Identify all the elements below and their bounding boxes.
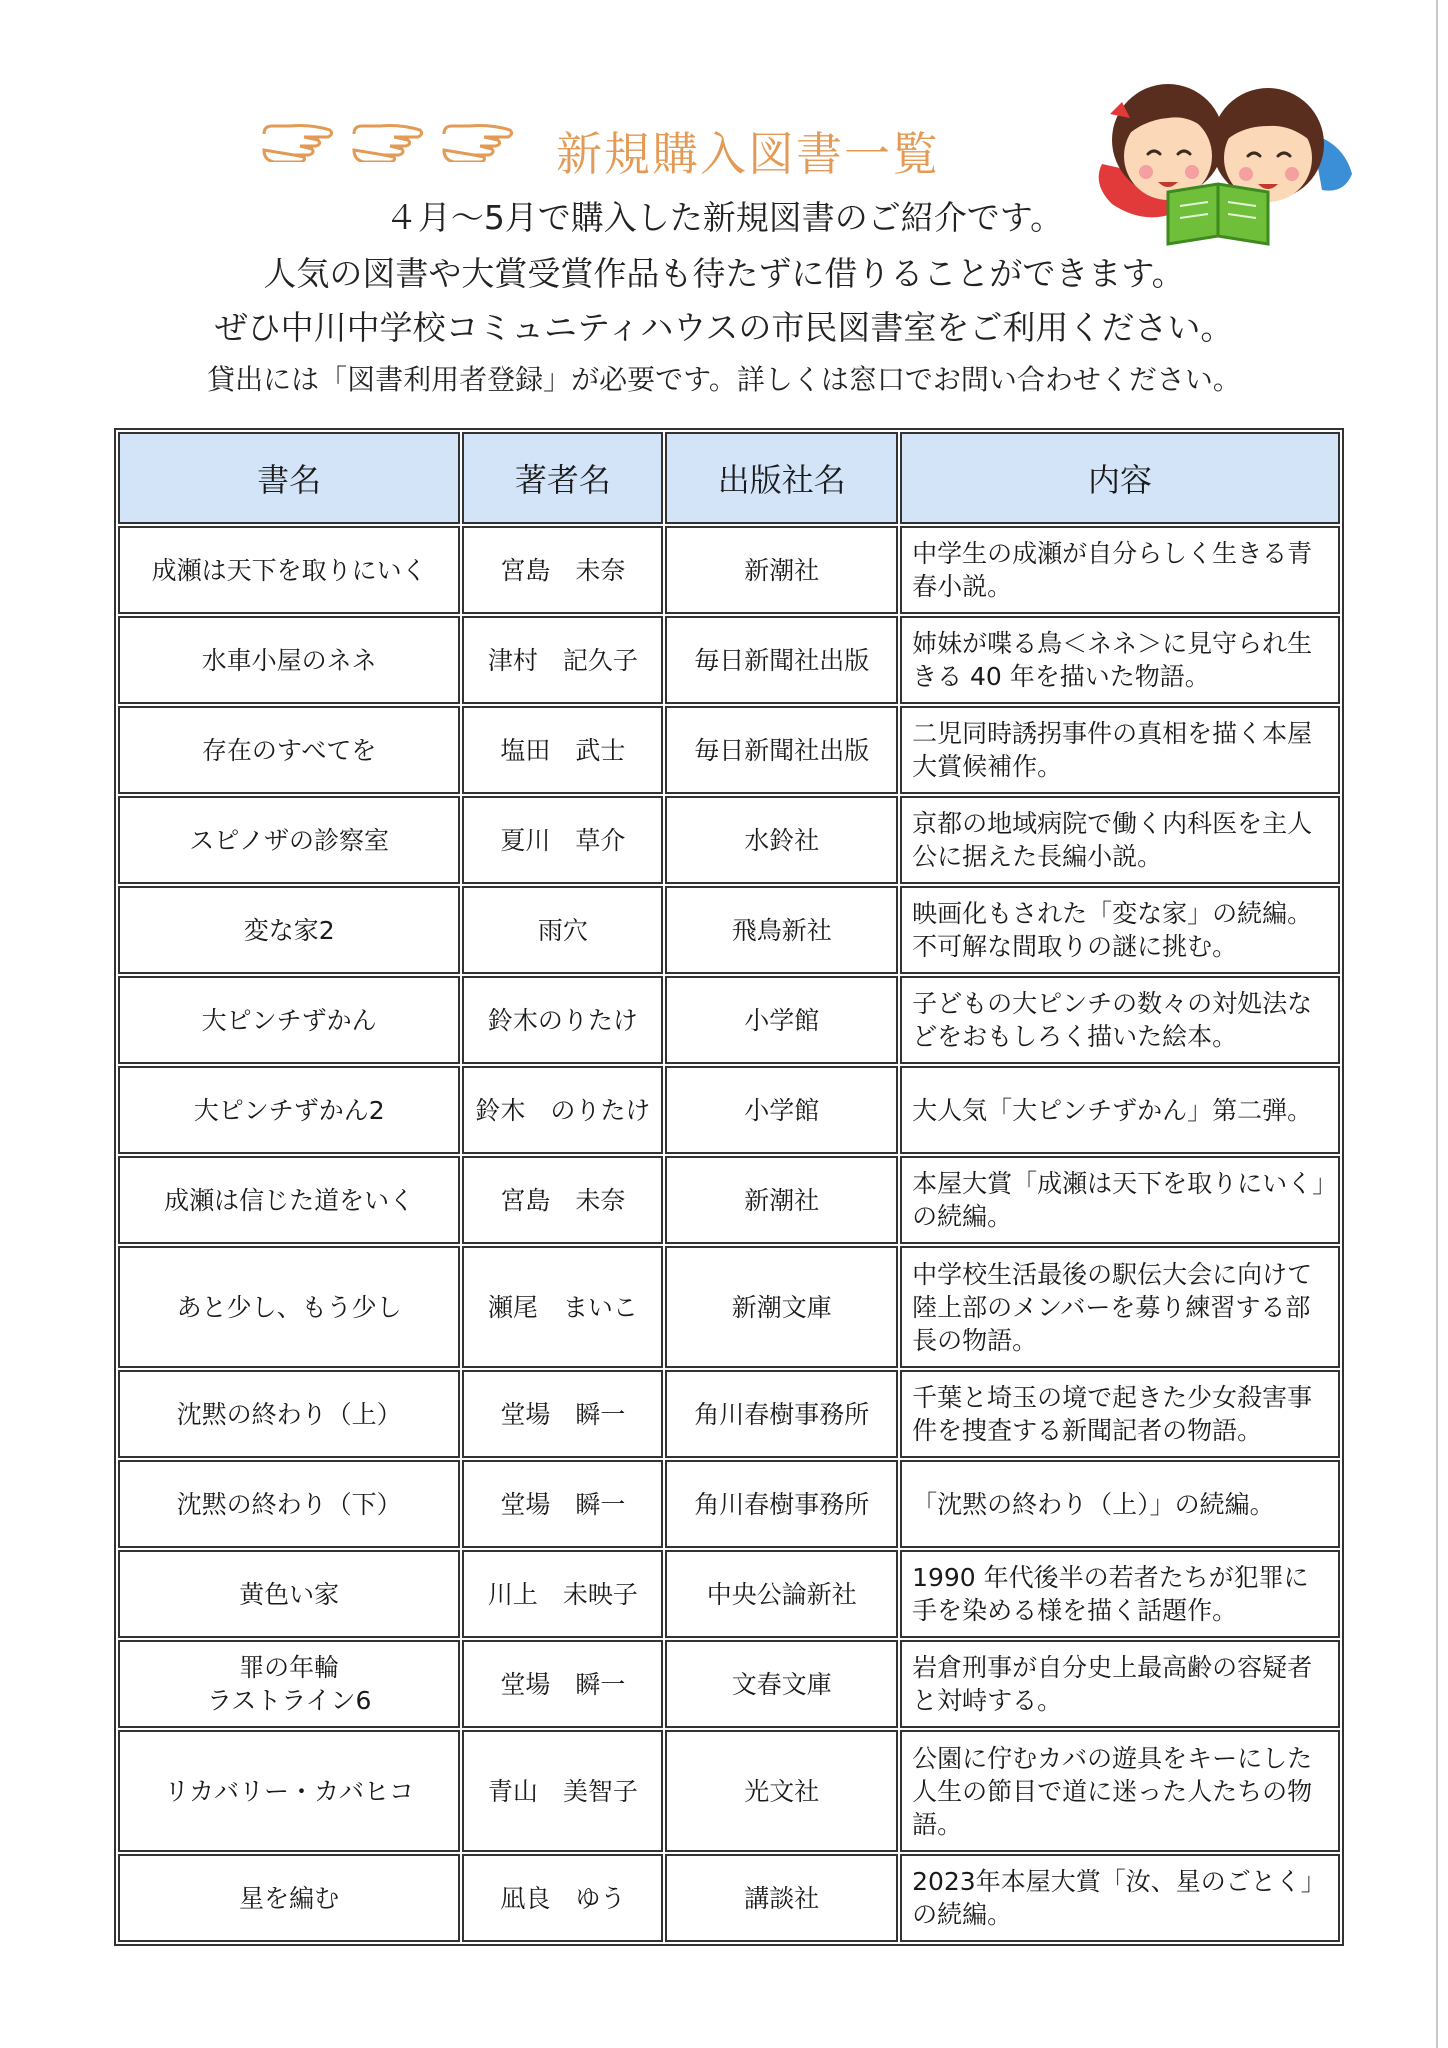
content-cell: 「沈黙の終わり（上）」の続編。 [900,1460,1340,1548]
publisher-cell: 角川春樹事務所 [665,1370,898,1458]
content-cell: 姉妹が喋る鳥＜ネネ＞に見守られ生きる 40 年を描いた物語。 [900,616,1340,704]
publisher-cell: 角川春樹事務所 [665,1460,898,1548]
book-title-cell: 沈黙の終わり（上） [118,1370,460,1458]
intro-note: 貸出には「図書利用者登録」が必要です。詳しくは窓口でお問い合わせください。 [207,363,1241,396]
content-cell: 岩倉刑事が自分史上最高齢の容疑者と対峙する。 [900,1640,1340,1728]
table-header-row [118,432,1340,524]
table-row [118,1370,1340,1458]
content-cell: 映画化もされた「変な家」の続編。不可解な間取りの謎に挑む。 [900,886,1340,974]
content-cell: 二児同時誘拐事件の真相を描く本屋大賞候補作。 [900,706,1340,794]
author-cell: 宮島 未奈 [462,526,663,614]
table-row [118,1246,1340,1368]
column-header-publisher: 出版社名 [665,432,898,524]
author-cell: 川上 未映子 [462,1550,663,1638]
book-title-cell: 大ピンチずかん [118,976,460,1064]
book-title-cell: 変な家2 [118,886,460,974]
table-row [118,1730,1340,1852]
content-cell: 公園に佇むカバの遊具をキーにした人生の節目で道に迷った人たちの物語。 [900,1730,1340,1852]
author-cell: 夏川 草介 [462,796,663,884]
book-title-cell: 成瀬は天下を取りにいく [118,526,460,614]
content-cell: 大人気「大ピンチずかん」第二弾。 [900,1066,1340,1154]
column-header-title: 書名 [118,432,460,524]
publisher-cell: 毎日新聞社出版 [665,616,898,704]
author-cell: 瀬尾 まいこ [462,1246,663,1368]
table-row [118,706,1340,794]
book-title-cell: 大ピンチずかん2 [118,1066,460,1154]
author-cell: 雨穴 [462,886,663,974]
content-cell: 本屋大賞「成瀬は天下を取りにいく」の続編。 [900,1156,1340,1244]
content-cell: 子どもの大ピンチの数々の対処法などをおもしろく描いた絵本。 [900,976,1340,1064]
book-title-cell: 存在のすべてを [118,706,460,794]
book-title-cell: スピノザの診察室 [118,796,460,884]
publisher-cell: 講談社 [665,1854,898,1942]
publisher-cell: 新潮社 [665,1156,898,1244]
table-row [118,1640,1340,1728]
table-row [118,796,1340,884]
table-row [118,1550,1340,1638]
book-list-table [114,428,1344,1946]
table-row [118,1854,1340,1942]
content-cell: 1990 年代後半の若者たちが犯罪に手を染める様を描く話題作。 [900,1550,1340,1638]
book-title-cell: 水車小屋のネネ [118,616,460,704]
page-title: 新規購入図書一覧 [556,127,940,181]
author-cell: 凪良 ゆう [462,1854,663,1942]
book-title-cell: リカバリー・カバヒコ [118,1730,460,1852]
publisher-cell: 小学館 [665,976,898,1064]
table-row [118,1156,1340,1244]
author-cell: 宮島 未奈 [462,1156,663,1244]
book-title-cell: 黄色い家 [118,1550,460,1638]
author-cell: 塩田 武士 [462,706,663,794]
publisher-cell: 中央公論新社 [665,1550,898,1638]
publisher-cell: 飛鳥新社 [665,886,898,974]
publisher-cell: 新潮社 [665,526,898,614]
content-cell: 京都の地域病院で働く内科医を主人公に据えた長編小説。 [900,796,1340,884]
column-header-author: 著者名 [462,432,663,524]
content-cell: 千葉と埼玉の境で起きた少女殺害事件を捜査する新聞記者の物語。 [900,1370,1340,1458]
book-title-cell: 罪の年輪 ラストライン6 [118,1640,460,1728]
table-row [118,1066,1340,1154]
author-cell: 青山 美智子 [462,1730,663,1852]
author-cell: 堂場 瞬一 [462,1640,663,1728]
book-title-cell: 沈黙の終わり（下） [118,1460,460,1548]
publisher-cell: 新潮文庫 [665,1246,898,1368]
author-cell: 鈴木のりたけ [462,976,663,1064]
intro-line: ぜひ中川中学校コミュニティハウスの市民図書室をご利用ください。 [214,308,1234,347]
publisher-cell: 小学館 [665,1066,898,1154]
publisher-cell: 水鈴社 [665,796,898,884]
publisher-cell: 光文社 [665,1730,898,1852]
author-cell: 堂場 瞬一 [462,1460,663,1548]
author-cell: 堂場 瞬一 [462,1370,663,1458]
book-title-cell: あと少し、もう少し [118,1246,460,1368]
intro-line: 人気の図書や大賞受賞作品も待たずに借りることができます。 [263,254,1185,293]
table-row [118,526,1340,614]
publisher-cell: 文春文庫 [665,1640,898,1728]
author-cell: 津村 記久子 [462,616,663,704]
table-row [118,1460,1340,1548]
author-cell: 鈴木 のりたけ [462,1066,663,1154]
table-body [118,526,1340,1942]
book-title-cell: 成瀬は信じた道をいく [118,1156,460,1244]
content-cell: 中学校生活最後の駅伝大会に向けて陸上部のメンバーを募り練習する部長の物語。 [900,1246,1340,1368]
pointing-hand-icon [258,112,518,162]
table-row [118,616,1340,704]
publisher-cell: 毎日新聞社出版 [665,706,898,794]
intro-line: ４月～5月で購入した新規図書のご紹介です。 [384,198,1064,237]
table-row [118,976,1340,1064]
header [0,0,1448,420]
content-cell: 中学生の成瀬が自分らしく生きる青春小説。 [900,526,1340,614]
table-row [118,886,1340,974]
column-header-content: 内容 [900,432,1340,524]
content-cell: 2023年本屋大賞「汝、星のごとく」の続編。 [900,1854,1340,1942]
book-title-cell: 星を編む [118,1854,460,1942]
